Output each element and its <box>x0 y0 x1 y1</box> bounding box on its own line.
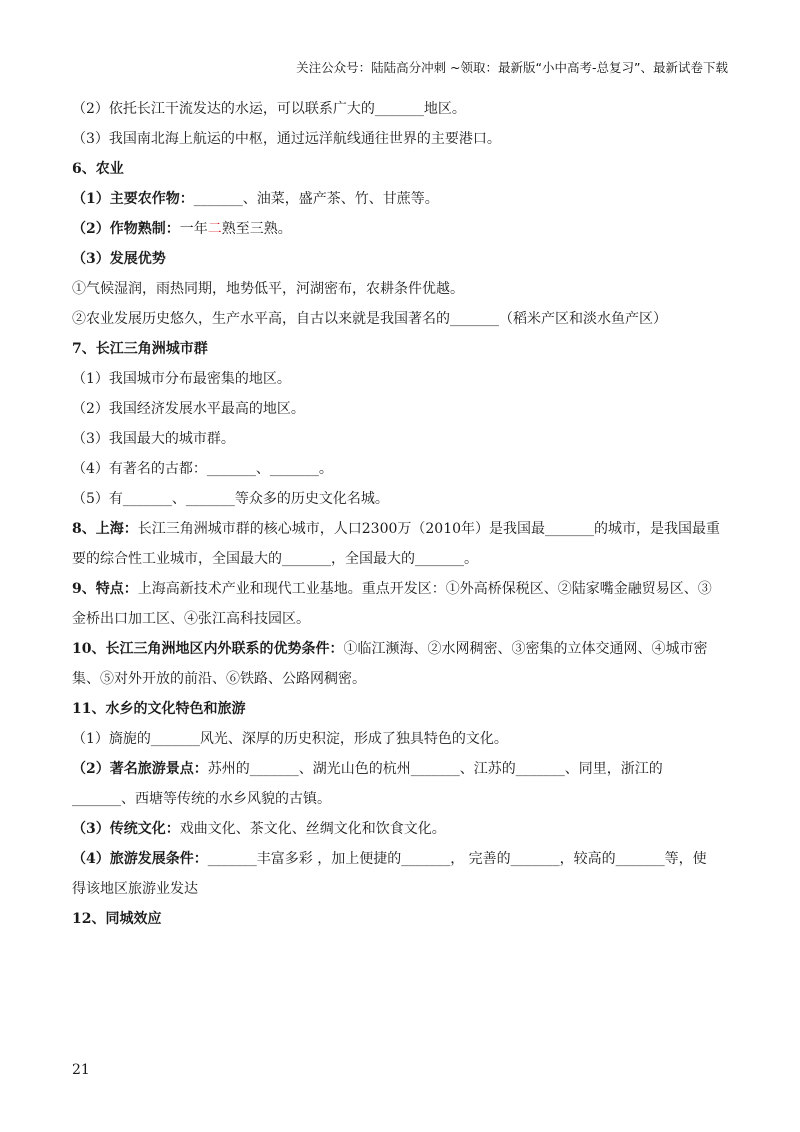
body-text: 集、⑤对外开放的前沿、⑥铁路、公路网稠密。 <box>72 671 366 687</box>
body-text: （2）我国经济发展水平最高的地区。 <box>72 401 305 417</box>
text-line <box>72 94 728 124</box>
text-line <box>72 724 728 754</box>
text-line <box>72 634 728 664</box>
body-text: （1）旖旎的_______风光、深厚的历史积淀，形成了独具特色的文化。 <box>72 731 508 747</box>
body-text: （5）有_______、_______等众多的历史文化名城。 <box>72 491 389 507</box>
heading-text: （2）著名旅游景点： <box>72 761 208 777</box>
body-text: 得该地区旅游业发达 <box>72 881 198 897</box>
text-line <box>72 274 728 304</box>
text-line <box>72 244 728 274</box>
text-line <box>72 514 728 544</box>
page-number: 21 <box>72 1062 90 1078</box>
body-text: 熟至三熟。 <box>221 221 292 237</box>
heading-text: （2）作物熟制： <box>72 221 180 237</box>
text-line <box>72 154 728 184</box>
heading-text: （4）旅游发展条件： <box>72 851 208 867</box>
text-line <box>72 754 728 784</box>
text-line <box>72 844 728 874</box>
text-line <box>72 694 728 724</box>
heading-text: 7、长江三角洲城市群 <box>72 341 208 357</box>
body-text: ①气候湿润，雨热同期，地势低平，河湖密布，农耕条件优越。 <box>72 281 464 297</box>
body-text: （3）我国南北海上航运的中枢，通过远洋航线通往世界的主要港口。 <box>72 131 501 147</box>
text-line <box>72 454 728 484</box>
text-line <box>72 484 728 514</box>
heading-text: 12、同城效应 <box>72 911 162 927</box>
text-line <box>72 394 728 424</box>
body-text: （1）我国城市分布最密集的地区。 <box>72 371 291 387</box>
text-line <box>72 424 728 454</box>
text-line <box>72 214 728 244</box>
body-text: 戏曲文化、茶文化、丝绸文化和饮食文化。 <box>179 821 446 837</box>
body-text: _______、西塘等传统的水乡风貌的古镇。 <box>72 791 331 807</box>
text-line <box>72 184 728 214</box>
body-text: 上海高新技术产业和现代工业基地。重点开发区：①外高桥保税区、②陆家嘴金融贸易区、③ <box>137 581 712 597</box>
text-line <box>72 544 728 574</box>
heading-text: 6、农业 <box>72 161 124 177</box>
body-text: 要的综合性工业城市，全国最大的_______，全国最大的_______。 <box>72 551 478 567</box>
heading-text: 10、长江三角洲地区内外联系的优势条件： <box>72 641 344 657</box>
body-text: 苏州的_______、湖光山色的杭州_______、江苏的_______、同里，浙江的 <box>207 761 663 777</box>
body-text: （2）依托长江干流发达的水运，可以联系广大的_______地区。 <box>72 101 466 117</box>
body-text: 金桥出口加工区、④张江高科技园区。 <box>72 611 310 627</box>
heading-text: 9、特点： <box>72 581 138 597</box>
body-text: 长江三角洲城市群的核心城市，人口2300万（2010年）是我国最_______的城市，是我国最重 <box>137 521 721 537</box>
text-line <box>72 574 728 604</box>
body-text: 一年 <box>179 221 208 237</box>
body-text: ②农业发展历史悠久，生产水平高，自古以来就是我国著名的_______（稻米产区和淡水鱼产区） <box>72 311 667 327</box>
text-line <box>72 334 728 364</box>
text-line <box>72 364 728 394</box>
heading-text: （3）传统文化： <box>72 821 180 837</box>
page-header: 关注公众号：陆陆高分冲刺 ~领取：最新版“小中高考-总复习”、最新试卷下载 <box>296 60 728 75</box>
text-line <box>72 304 728 334</box>
heading-text: 8、上海： <box>72 521 138 537</box>
body-text: （3）我国最大的城市群。 <box>72 431 235 447</box>
heading-text: （3）发展优势 <box>72 251 166 267</box>
body-text: （4）有著名的古都：_______、_______。 <box>72 461 333 477</box>
text-line <box>72 604 728 634</box>
text-line <box>72 784 728 814</box>
body-text: 二 <box>207 221 222 237</box>
body-text: _______、油菜，盛产茶、竹、甘蔗等。 <box>193 191 439 207</box>
text-line <box>72 904 728 934</box>
document-body <box>72 94 728 934</box>
text-line <box>72 664 728 694</box>
text-line <box>72 874 728 904</box>
text-line <box>72 124 728 154</box>
heading-text: 11、水乡的文化特色和旅游 <box>72 701 246 717</box>
body-text: _______丰富多彩 ，加上便捷的_______， 完善的_______，较高的_______等，使 <box>207 851 707 867</box>
heading-text: （1）主要农作物： <box>72 191 194 207</box>
text-line <box>72 814 728 844</box>
body-text: ①临江濒海、②水网稠密、③密集的立体交通网、④城市密 <box>343 641 708 657</box>
